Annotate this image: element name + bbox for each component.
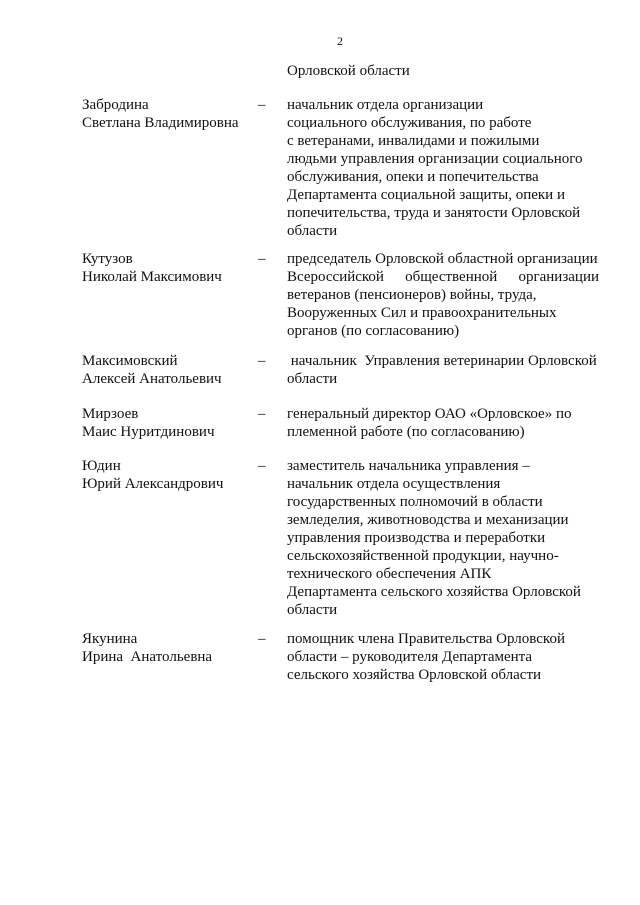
member-name — [82, 457, 262, 493]
dash-separator: – — [258, 251, 266, 267]
position-line: технического обеспечения АПК — [287, 566, 492, 582]
position-line: начальник отдела организации — [287, 97, 484, 113]
dash-separator: – — [258, 406, 266, 422]
position-line: начальник Управления ветеринарии Орловской — [287, 353, 597, 369]
position-line: с ветеранами, инвалидами и пожилыми — [287, 133, 540, 149]
position-line: сельского хозяйства Орловской области — [287, 667, 542, 683]
position-line: Департамента социальной защиты, опеки и — [287, 187, 565, 203]
member-given-names: Ирина Анатольевна — [82, 649, 213, 665]
member-surname: Кутузов — [82, 251, 133, 267]
position-line: председатель Орловской областной организации — [287, 251, 598, 267]
member-name — [82, 352, 262, 388]
member-position — [287, 457, 599, 619]
position-line: ветеранов (пенсионеров) войны, труда, — [287, 287, 537, 303]
position-line: попечительства, труда и занятости Орловской — [287, 205, 581, 221]
member-surname: Юдин — [82, 458, 121, 474]
position-line: земледелия, животноводства и механизации — [287, 512, 569, 528]
position-line: органов (по согласованию) — [287, 323, 460, 339]
member-position — [287, 352, 599, 388]
position-line: сельскохозяйственной продукции, научно- — [287, 548, 559, 564]
position-line: управления производства и переработки — [287, 530, 546, 546]
position-line: помощник члена Правительства Орловской — [287, 631, 565, 647]
dash-separator: – — [258, 97, 266, 113]
position-line: области — [287, 223, 338, 239]
position-line: генеральный директор ОАО «Орловское» по — [287, 406, 572, 422]
position-line: области — [287, 602, 338, 618]
position-line: государственных полномочий в области — [287, 494, 543, 510]
page-number: 2 — [337, 34, 343, 48]
position-line: обслуживания, опеки и попечительства — [287, 169, 539, 185]
position-line: племенной работе (по согласованию) — [287, 424, 525, 440]
member-surname: Якунина — [82, 631, 138, 647]
member-position — [287, 405, 599, 441]
position-line: Всероссийской общественной организации — [287, 269, 599, 285]
position-line: Департамента сельского хозяйства Орловской — [287, 584, 581, 600]
dash-separator: – — [258, 353, 266, 369]
position-line: начальник отдела осуществления — [287, 476, 501, 492]
position-line: людьми управления организации социального — [287, 151, 583, 167]
dash-separator: – — [258, 458, 266, 474]
member-given-names: Алексей Анатольевич — [82, 371, 222, 387]
position-line: социального обслуживания, по работе — [287, 115, 532, 131]
dash-separator: – — [258, 631, 266, 647]
position-line: Вооруженных Сил и правоохранительных — [287, 305, 557, 321]
position-line: области – руководителя Департамента — [287, 649, 533, 665]
member-position — [287, 250, 599, 340]
position-line: области — [287, 371, 338, 387]
continuation-line: Орловской области — [287, 63, 410, 79]
member-surname: Мирзоев — [82, 406, 139, 422]
member-position — [287, 630, 599, 684]
member-position — [287, 96, 599, 240]
position-line: заместитель начальника управления – — [287, 458, 530, 474]
member-name — [82, 630, 262, 666]
member-name — [82, 96, 262, 132]
member-surname: Максимовский — [82, 353, 178, 369]
member-name — [82, 405, 262, 441]
member-given-names: Николай Максимович — [82, 269, 222, 285]
member-surname: Забродина — [82, 97, 149, 113]
member-given-names: Маис Нуритдинович — [82, 424, 215, 440]
member-given-names: Юрий Александрович — [82, 476, 224, 492]
member-given-names: Светлана Владимировна — [82, 115, 239, 131]
member-name — [82, 250, 262, 286]
